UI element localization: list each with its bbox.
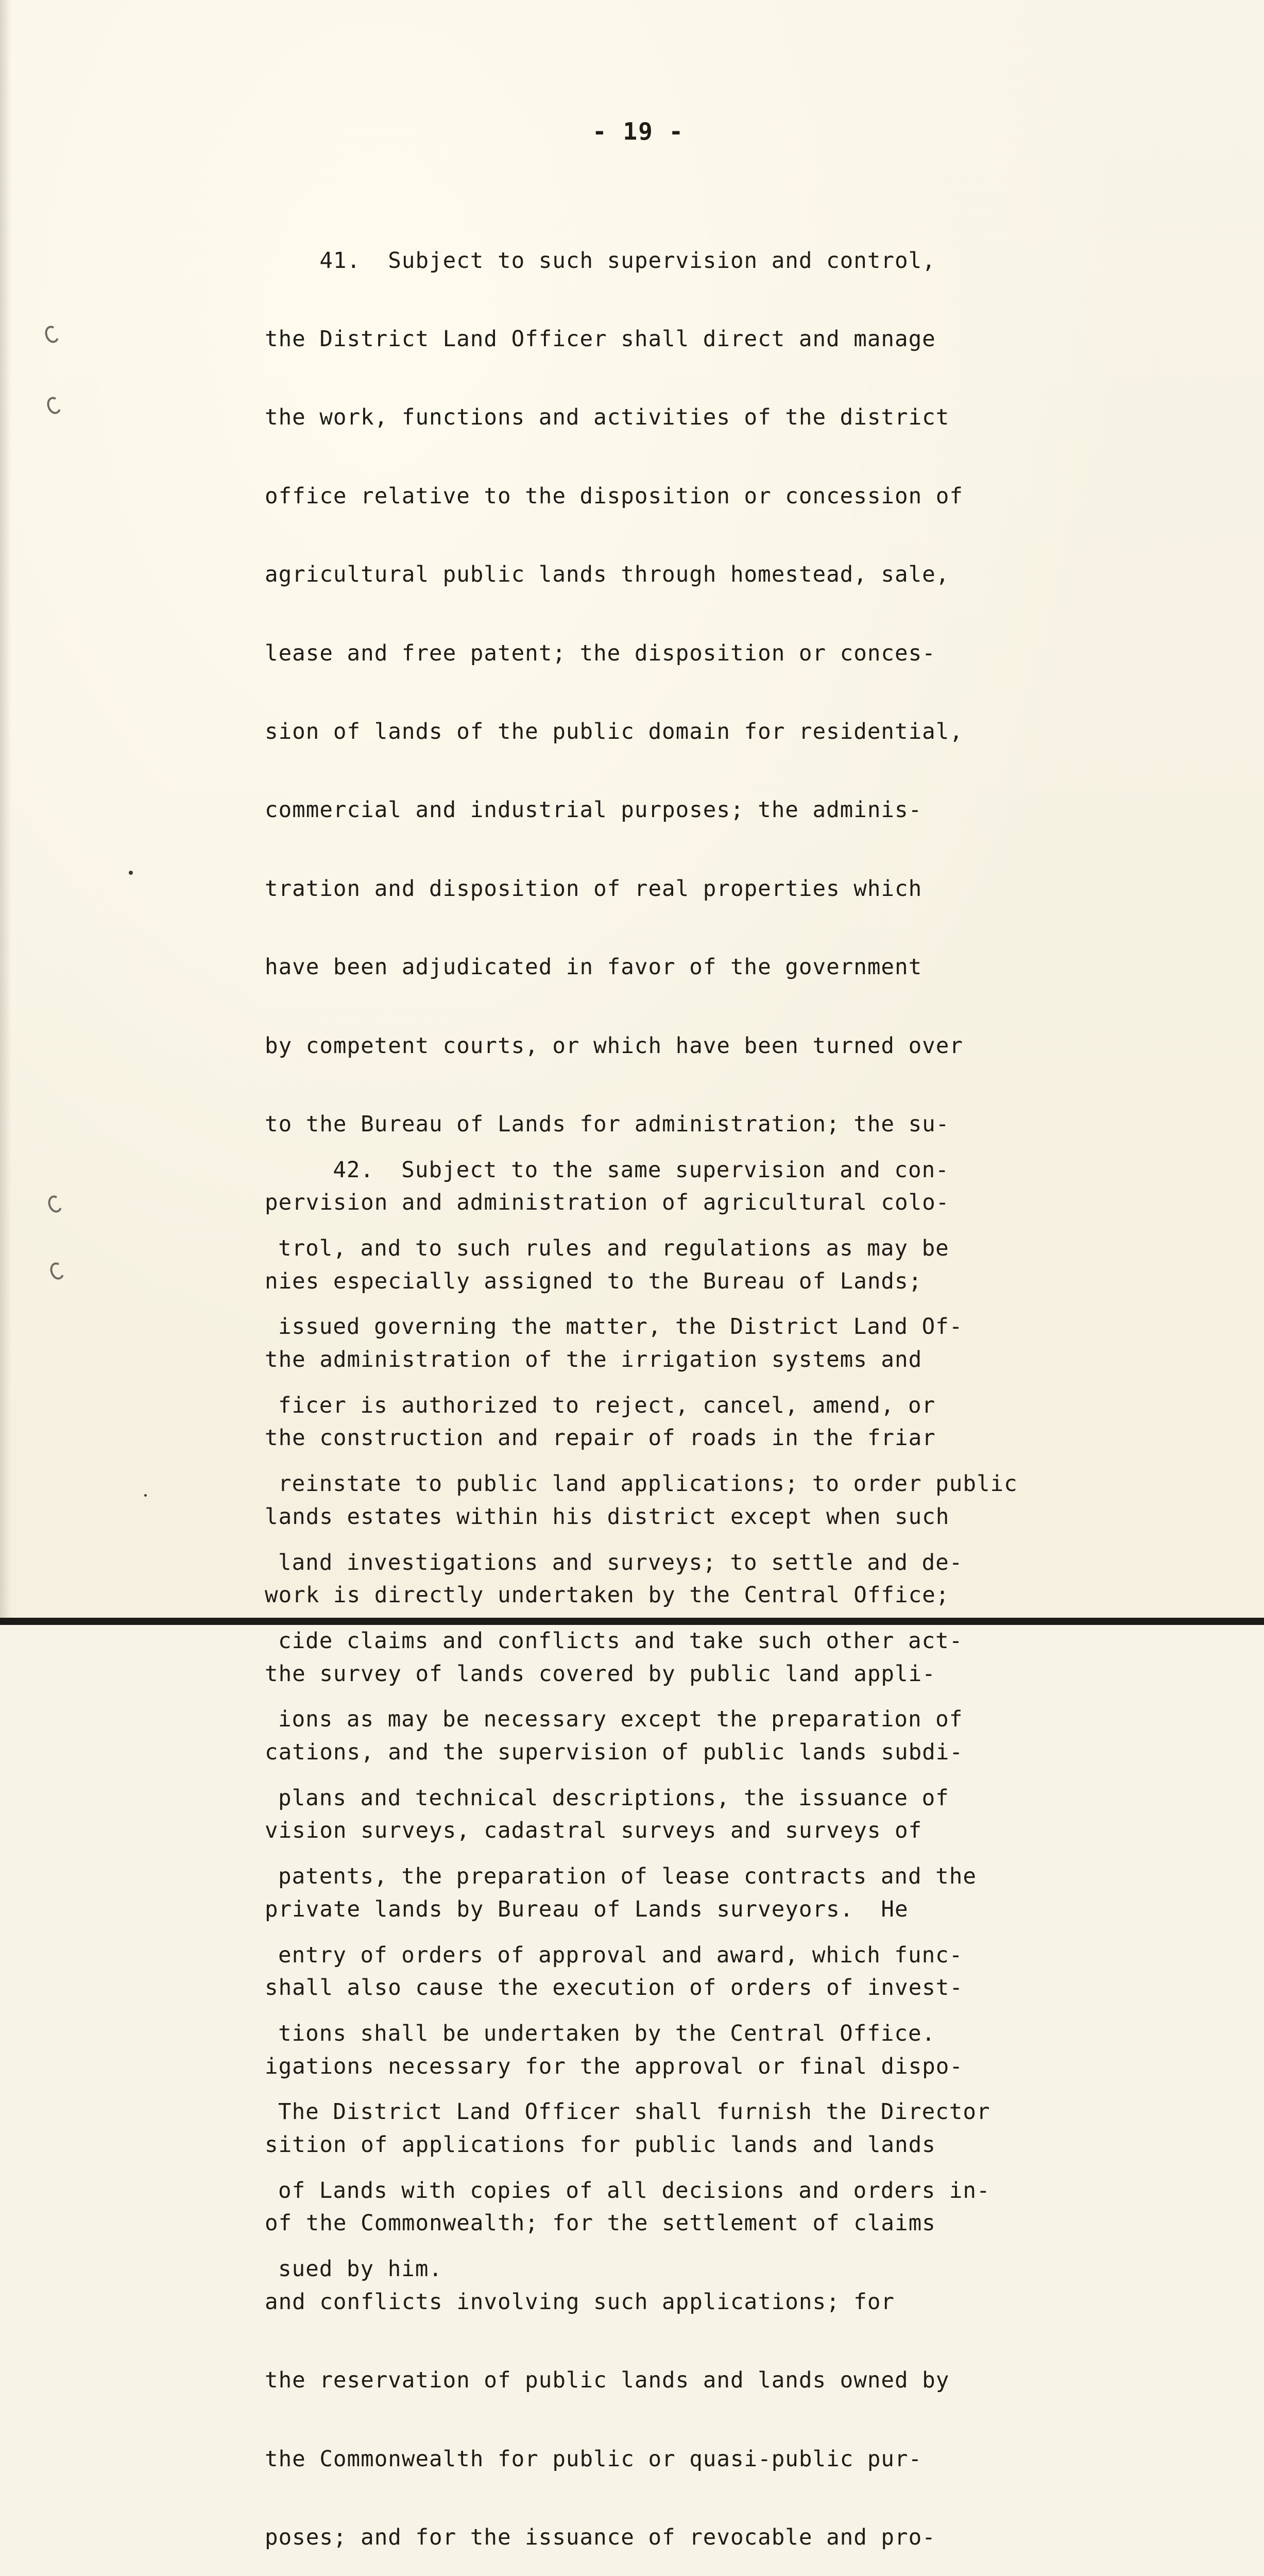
text-line: cations, and the supervision of public lands subdi-: [265, 1740, 963, 1766]
text-line: lands estates within his district except when such: [265, 1504, 950, 1530]
text-line: the work, functions and activities of the district: [265, 405, 950, 431]
text-line: agricultural public lands through homestead, sale,: [265, 562, 950, 588]
paragraph-42: [278, 1105, 1018, 2335]
text-line: office relative to the disposition or concession of: [265, 483, 963, 509]
ink-speck: [144, 1494, 147, 1497]
text-line: reinstate to public land applications; to order public: [278, 1471, 1018, 1497]
text-line: nies especially assigned to the Bureau of Lands;: [265, 1268, 923, 1294]
text-line: poses; and for the issuance of revocable and pro-: [265, 2524, 936, 2550]
text-line: 42. Subject to the same supervision and con-: [278, 1157, 949, 1183]
page-number: - 19 -: [592, 117, 685, 145]
text-line: trol, and to such rules and regulations as may be: [278, 1235, 949, 1261]
text-line: entry of orders of approval and award, which func-: [278, 1942, 963, 1968]
text-line: to the Bureau of Lands for administration; the su-: [265, 1111, 950, 1137]
text-line: The District Land Officer shall furnish the Director: [278, 2099, 990, 2125]
text-line: plans and technical descriptions, the issuance of: [278, 1785, 949, 1811]
text-line: sition of applications for public lands and lands: [265, 2132, 936, 2158]
text-line: lease and free patent; the disposition or conces-: [265, 640, 936, 666]
text-line: the survey of lands covered by public land appli-: [265, 1661, 936, 1687]
text-line: tration and disposition of real properties which: [265, 876, 923, 902]
text-line: ficer is authorized to reject, cancel, amend, or: [278, 1393, 936, 1418]
text-line: vision surveys, cadastral surveys and surveys of: [265, 1818, 923, 1844]
text-line: ions as may be necessary except the preparation of: [278, 1707, 963, 1733]
text-line: and conflicts involving such applications; for: [265, 2289, 895, 2315]
binder-hole-mark: [45, 395, 63, 416]
text-line: work is directly undertaken by the Central Office;: [265, 1583, 950, 1608]
text-line: pervision and administration of agricultural colo-: [265, 1190, 950, 1216]
text-line: issued governing the matter, the District Land Of-: [278, 1314, 963, 1340]
binder-hole-mark: [43, 324, 61, 345]
text-line: cide claims and conflicts and take such other act-: [278, 1628, 963, 1654]
text-line: igations necessary for the approval or final dispo-: [265, 2054, 963, 2079]
text-line: shall also cause the execution of orders of invest-: [265, 1975, 963, 2001]
text-line: of Lands with copies of all decisions and orders in-: [278, 2178, 990, 2204]
text-line: sued by him.: [278, 2257, 443, 2282]
page-edge-shadow: [0, 0, 11, 1625]
text-line: commercial and industrial purposes; the adminis-: [265, 798, 923, 823]
binder-hole-mark: [46, 1194, 64, 1215]
text-line: 41. Subject to such supervision and control,: [265, 248, 936, 274]
text-line: the Commonwealth for public or quasi-public pur-: [265, 2446, 923, 2472]
text-line: the reservation of public lands and lands owned by: [265, 2368, 950, 2394]
text-line: patents, the preparation of lease contracts and the: [278, 1864, 977, 1890]
text-line: the District Land Officer shall direct and manage: [265, 326, 936, 352]
text-line: the administration of the irrigation systems and: [265, 1347, 923, 1373]
text-line: sion of lands of the public domain for residential,: [265, 719, 963, 744]
text-line: land investigations and surveys; to settle and de-: [278, 1550, 963, 1575]
text-line: by competent courts, or which have been turned over: [265, 1033, 963, 1059]
text-line: private lands by Bureau of Lands surveyors. He: [265, 1896, 909, 1922]
binder-hole-mark: [48, 1261, 66, 1282]
ink-speck: [129, 871, 133, 875]
scan-bottom-edge: [0, 1618, 1264, 1625]
text-line: tions shall be undertaken by the Central Office.: [278, 2021, 936, 2046]
text-line: of the Commonwealth; for the settlement of claims: [265, 2211, 936, 2236]
text-line: the construction and repair of roads in the friar: [265, 1426, 936, 1451]
text-line: have been adjudicated in favor of the government: [265, 955, 923, 980]
